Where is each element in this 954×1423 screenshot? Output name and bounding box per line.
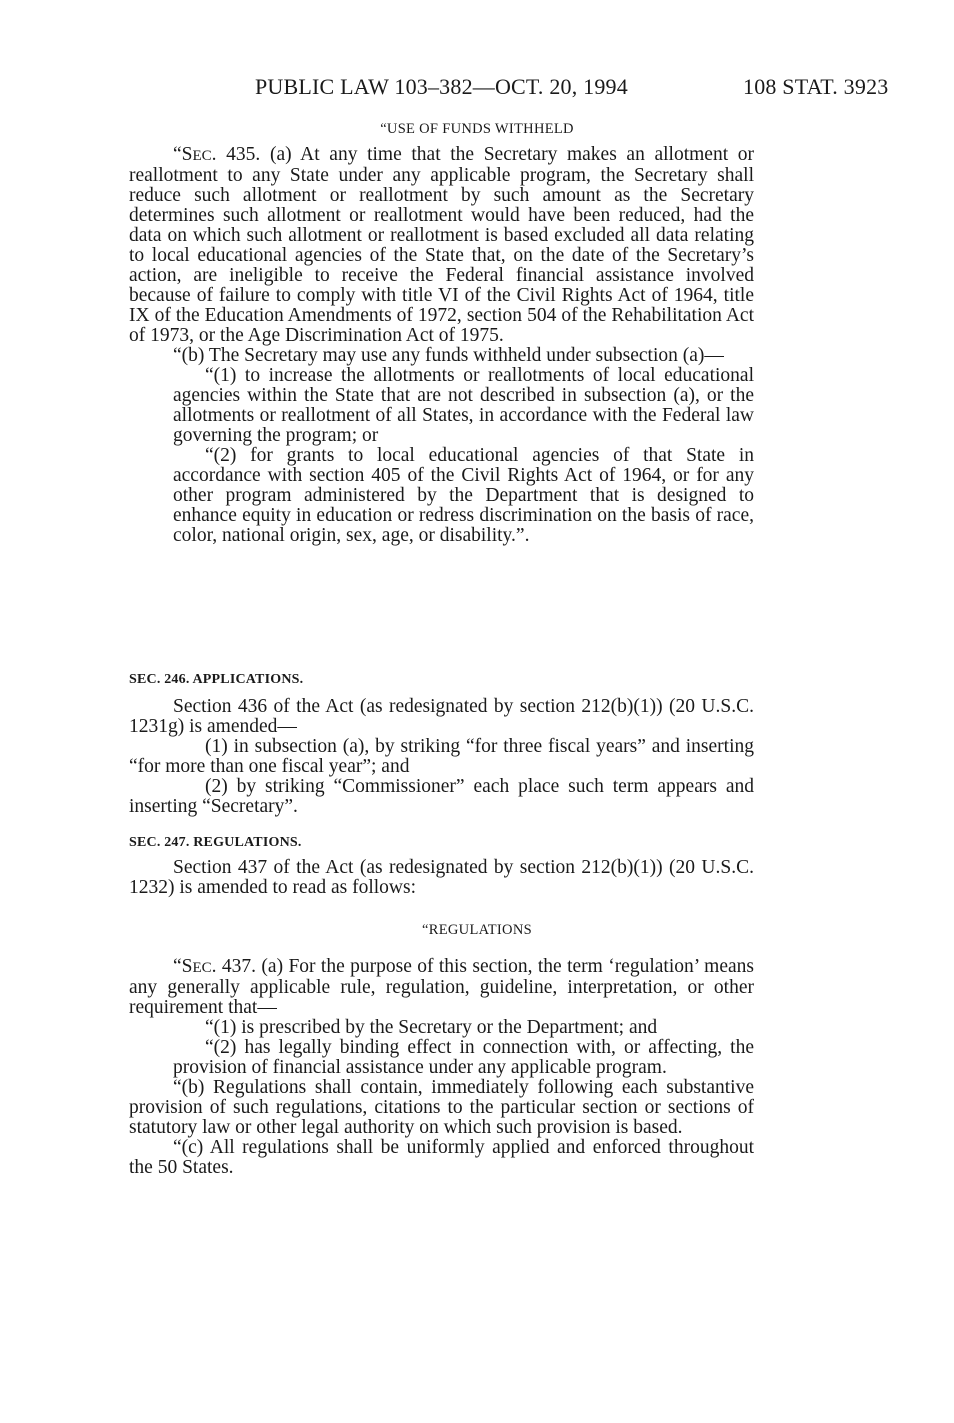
- section-247-intro: Section 437 of the Act (as redesignated by section 212(b)(1)) (20 U.S.C. 1232) is amended to read as follows:: [129, 857, 754, 898]
- section-247-intro-block: [129, 858, 754, 898]
- section-435-body: [129, 145, 754, 546]
- section-437-a1: “(1) is prescribed by the Secretary or the Department; and: [205, 1017, 658, 1038]
- running-header-stat: 108 STAT. 3923: [743, 74, 889, 99]
- section-437-a2: “(2) has legally binding effect in connection with, or affecting, the provision of financial assistance under any applicable program.: [173, 1037, 754, 1078]
- section-435-b2: “(2) for grants to local educational agencies of that State in accordance with section 405 of the Civil Rights Act of 1964, or for any other program administered by the Department that is designed to enhance equity in education or redress discrimination on the basis of race, color, national origin, sex, age, or disability.”.: [173, 445, 754, 546]
- section-246-item-1: (1) in subsection (a), by striking “for three fiscal years” and inserting “for more than one fiscal year”; and: [129, 736, 754, 777]
- section-435-a: “SEC. 435. (a) At any time that the Secretary makes an allotment or reallotment to any State under any applicable program, the Secretary shall reduce such allotment or reallotment by such amount as the Secretary determines such allotment or reallotment would have been reduced, had the data on which such allotment or reallotment is based excluded all data relating to local educational agencies of the State that, on the date of the Secretary’s action, are ineligible to receive the Federal financial assistance involved because of failure to comply with title VI of the Civil Rights Act of 1964, title IX of the Education Amendments of 1972, section 504 of the Rehabilitation Act of 1973, or the Age Discrimination Act of 1975.: [129, 144, 754, 346]
- section-437-a: “SEC. 437. (a) For the purpose of this section, the term ‘regulation’ means any generally applicable rule, regulation, guideline, interpretation, or other requirement that—: [129, 956, 754, 1018]
- section-437-b: “(b) Regulations shall contain, immediately following each substantive provision of such regulations, citations to the particular section or sections of statutory law or other legal authority on which such provision is based.: [129, 1077, 754, 1138]
- section-435-heading: “USE OF FUNDS WITHHELD: [380, 121, 574, 137]
- section-247-title: SEC. 247. REGULATIONS.: [129, 835, 302, 850]
- regulations-heading: “REGULATIONS: [422, 922, 532, 938]
- section-437-body: [129, 957, 754, 1178]
- section-246-body: [129, 697, 754, 817]
- running-header-law: PUBLIC LAW 103–382—OCT. 20, 1994: [255, 74, 628, 99]
- section-437-c: “(c) All regulations shall be uniformly applied and enforced throughout the 50 States.: [129, 1137, 754, 1178]
- section-435-b: “(b) The Secretary may use any funds withheld under subsection (a)—: [173, 345, 724, 366]
- section-246-title: SEC. 246. APPLICATIONS.: [129, 672, 304, 687]
- section-435-b1: “(1) to increase the allotments or reallotments of local educational agencies within the State that are not described in subsection (a), or the allotments or reallotment of all States, in accordance with the Federal law governing the program; or: [173, 365, 754, 446]
- section-246-item-2: (2) by striking “Commissioner” each place such term appears and inserting “Secretary”.: [129, 776, 754, 817]
- section-246-intro: Section 436 of the Act (as redesignated by section 212(b)(1)) (20 U.S.C. 1231g) is amended—: [129, 696, 754, 737]
